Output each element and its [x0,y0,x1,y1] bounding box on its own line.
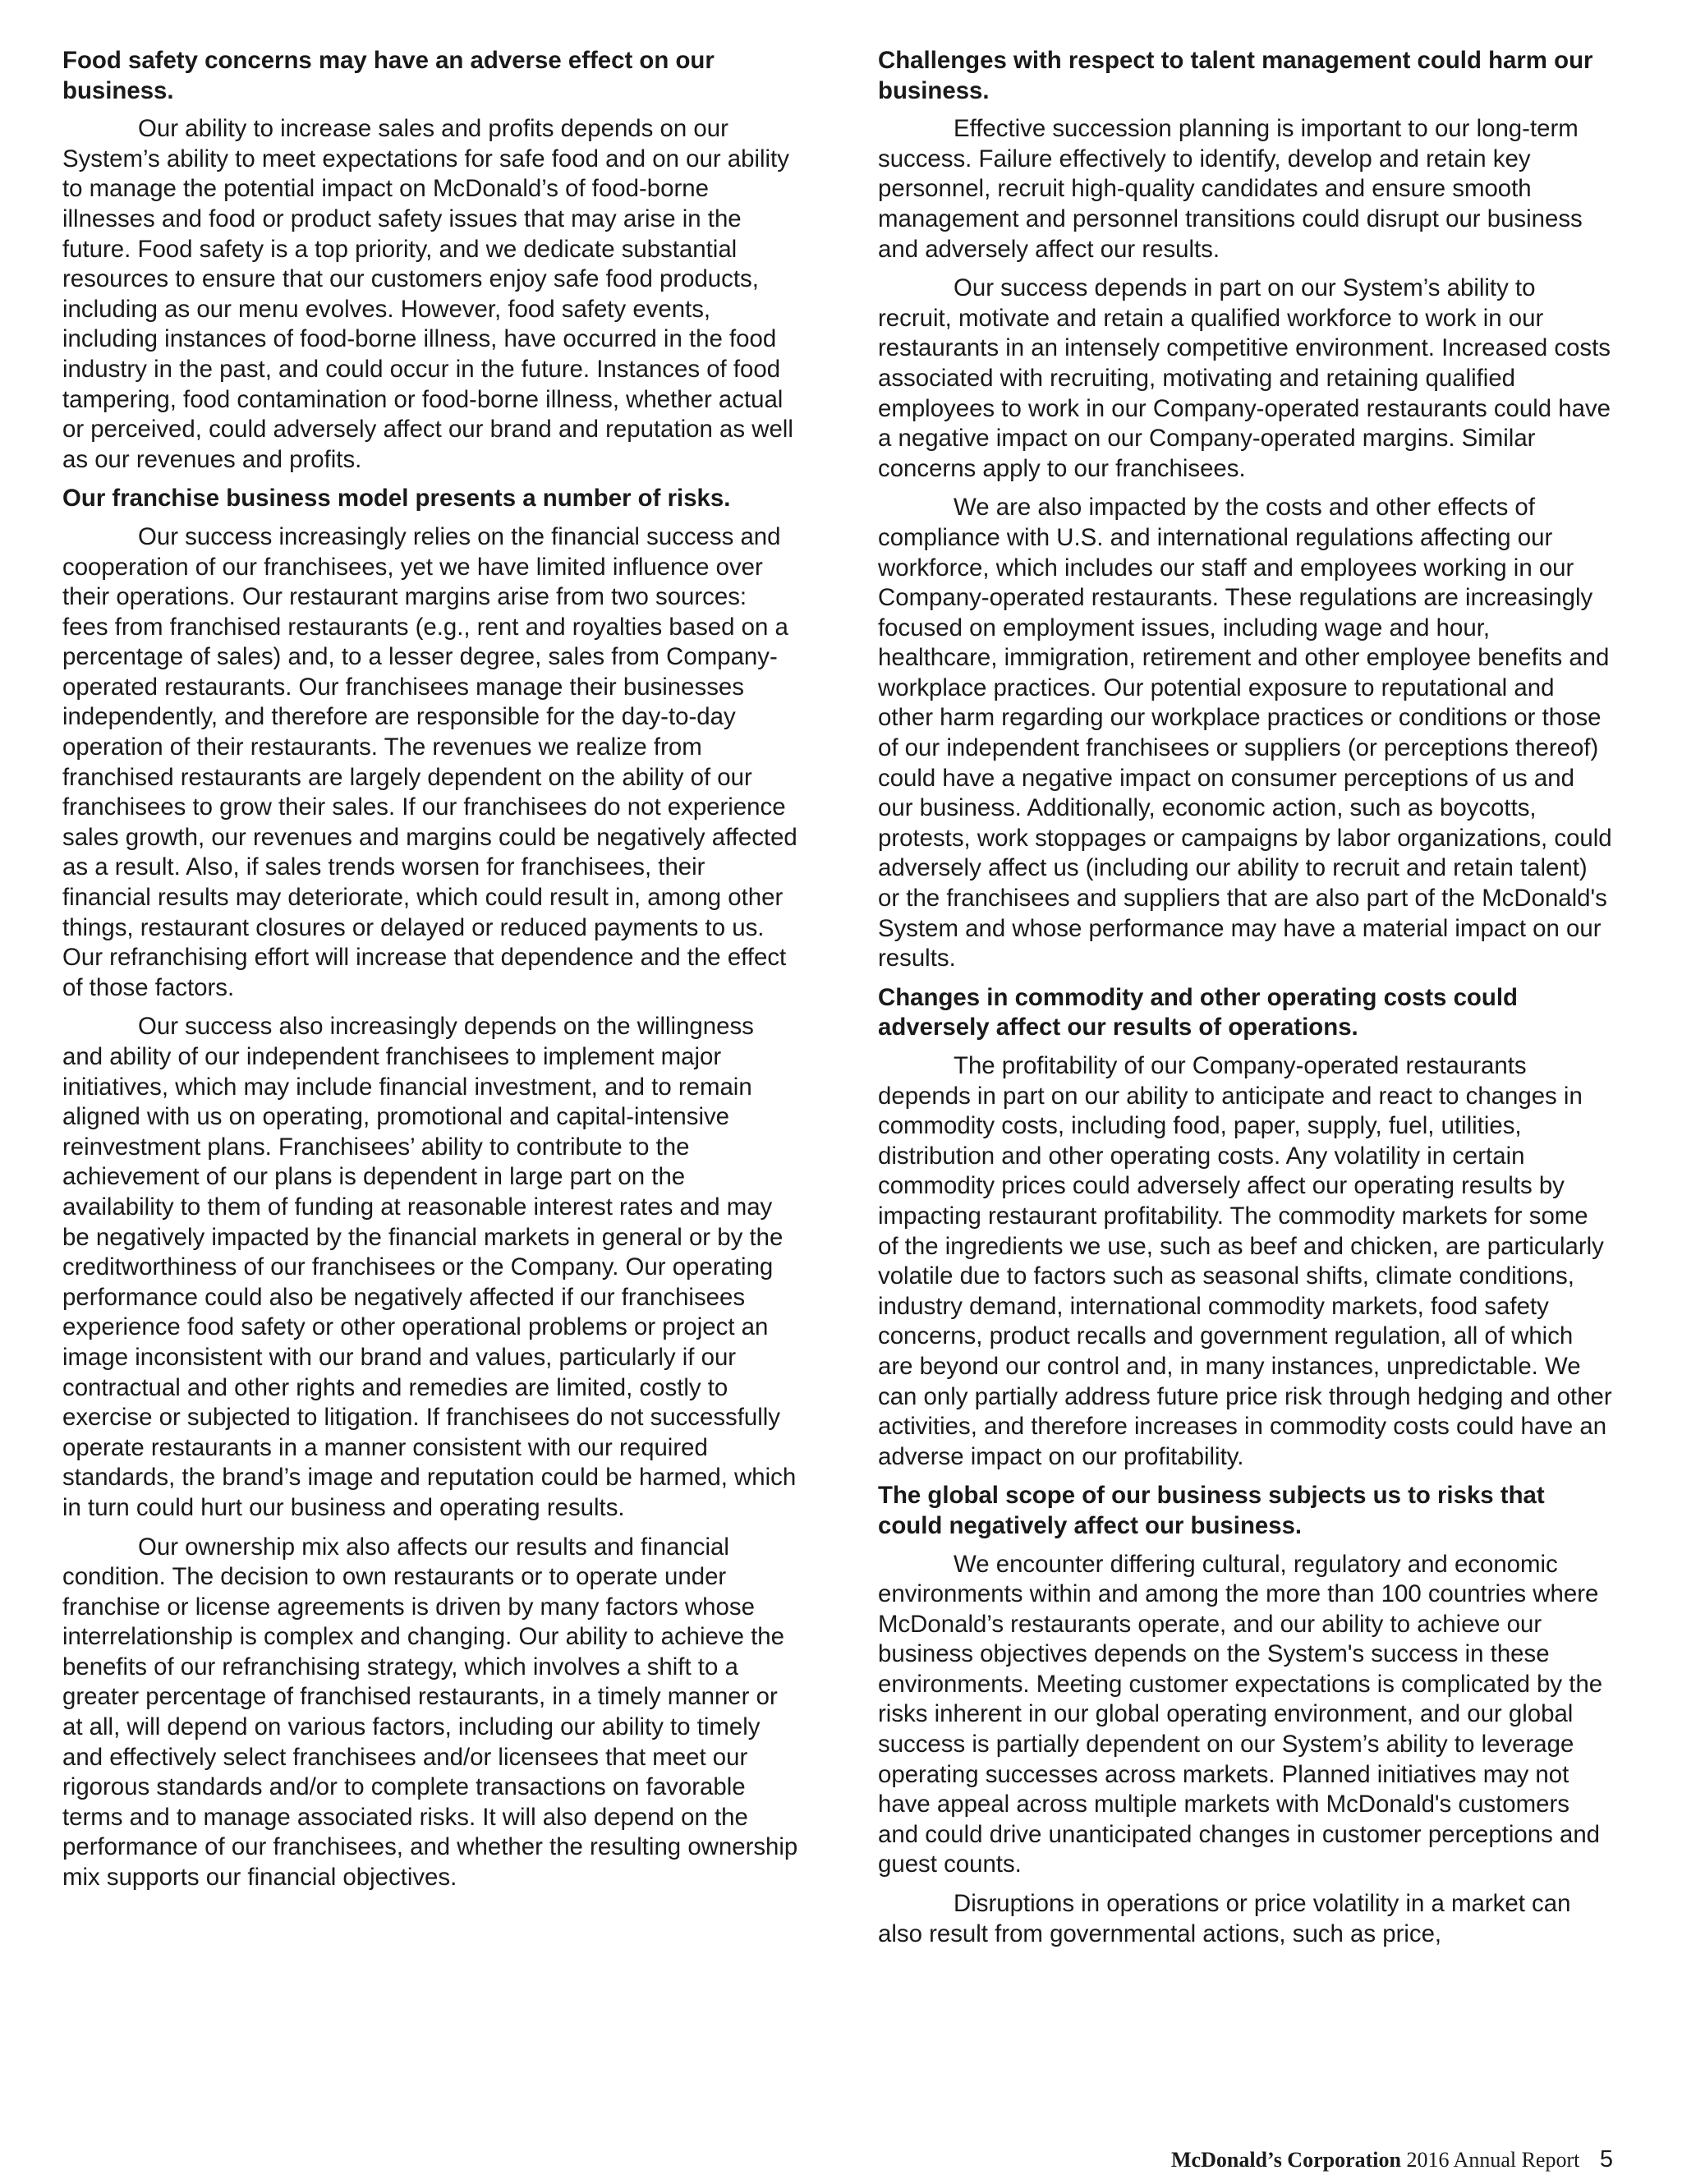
paragraph: We are also impacted by the costs and other effects of compliance with U.S. and international regulations affecting our workforce, which includes our staff and employees working in our Company-operated restaurants. These regulations are increasingly focused on employment issues, including wage and hour, healthcare, immigration, retirement and other employee benefits and workplace practices. Our potential exposure to reputational and other harm regarding our workplace practices or conditions or those of our independent franchisees or suppliers (or perceptions thereof) could have a negative impact on consumer perceptions of us and our business. Additionally, economic action, such as boycotts, protests, work stoppages or campaigns by labor organizations, could adversely affect us (including our ability to recruit and retain talent) or the franchisees and suppliers that are also part of the McDonald's System and whose performance may have a material impact on our results. [878,494,1612,972]
section-heading: Food safety concerns may have an adverse effect on our business. [62,47,715,104]
paragraph: Our ownership mix also affects our results and financial condition. The decision to own restaurants or to operate under franchise or license agreements is driven by many factors whose interrelationship is complex and changing. Our ability to achieve the benefits of our refranchising strategy, which involves a shift to a greater percentage of franchised restaurants, in a timely manner or at all, will depend on various factors, including our ability to timely and effectively select franchisees and/or licensees that meet our rigorous standards and/or to complete transactions on favorable terms and to manage associated risks. It will also depend on the performance of our franchisees, and whether the resulting ownership mix supports our financial objectives. [62,1533,798,1892]
paragraph: Our ability to increase sales and profits depends on our System’s ability to meet expectations for safe food and on our ability to manage the potential impact on McDonald’s of food-borne illnesses and food or product safety issues that may arise in the future. Food safety is a top priority, and we dedicate substantial resources to ensure that our customers enjoy safe food products, including as our menu evolves. However, food safety events, including instances of food-borne illness, have occurred in the food industry in the past, and could occur in the future. Instances of food tampering, food contamination or food-borne illness, whether actual or perceived, could adversely affect our brand and reputation as well as our revenues and profits. [62,115,793,473]
left-column [62,46,798,1902]
paragraph: Our success also increasingly depends on the willingness and ability of our independent franchisees to implement major initiatives, which may include financial investment, and to remain aligned with us on operating, promotional and capital-intensive reinvestment plans. Franchisees’ ability to contribute to the achievement of our plans is dependent in large part on the availability to them of funding at reasonable interest rates and may be negatively impacted by the financial markets in general or by the creditworthiness of our franchisees or the Company. Our operating performance could also be negatively affected if our franchisees experience food safety or other operational problems or project an image inconsistent with our brand and values, particularly if our contractual and other rights and remedies are limited, costly to exercise or subjected to litigation. If franchisees do not successfully operate restaurants in a manner consistent with our required standards, the brand’s image and reputation could be harmed, which in turn could hurt our business and operating results. [62,1013,797,1521]
section-heading: Our franchise business model presents a number of risks. [62,485,731,513]
page-number: 5 [1599,2146,1613,2173]
paragraph: Our success depends in part on our System’s ability to recruit, motivate and retain a qualified workforce to work in our restaurants in an intensely competitive environment. Increased costs associated with recruiting, motivating and retaining qualified employees to work in our Company-operated restaurants could have a negative impact on our Company-operated margins. Similar concerns apply to our franchisees. [878,274,1611,482]
section-heading: The global scope of our business subjects us to risks that could negatively affect our business. [878,1482,1545,1539]
section-heading: Challenges with respect to talent management could harm our business. [878,47,1593,104]
footer-company: McDonald’s Corporation [1171,2148,1401,2172]
paragraph: Our success increasingly relies on the financial success and cooperation of our franchisees, yet we have limited influence over their operations. Our restaurant margins arise from two sources: fees from franchised restaurants (e.g., rent and royalties based on a percentage of sales) and, to a lesser degree, sales from Company-operated restaurants. Our franchisees manage their businesses independently, and therefore are responsible for the day-to-day operation of their restaurants. The revenues we realize from franchised restaurants are largely dependent on the ability of our franchisees to grow their sales. If our franchisees do not experience sales growth, our revenues and margins could be negatively affected as a result. Also, if sales trends worsen for franchisees, their financial results may deteriorate, which could result in, among other things, restaurant closures or delayed or reduced payments to us. Our refranchising effort will increase that dependence and the effect of those factors. [62,522,797,1001]
paragraph: Disruptions in operations or price volatility in a market can also result from governmental actions, such as price, [878,1890,1571,1947]
paragraph: We encounter differing cultural, regulatory and economic environments within and among the more than 100 countries where McDonald’s restaurants operate, and our ability to achieve our business objectives depends on the System's success in these environments. Meeting customer expectations is complicated by the risks inherent in our global operating environment, and our global success is partially dependent on our System’s ability to leverage operating successes across markets. Planned initiatives may not have appeal across multiple markets with McDonald's customers and could drive unanticipated changes in customer perceptions and guest counts. [878,1550,1603,1878]
footer-report: 2016 Annual Report [1406,2148,1580,2172]
page-footer [1171,2146,1613,2173]
paragraph: Effective succession planning is important to our long-term success. Failure effectively to identify, develop and retain key personnel, recruit high-quality candidates and ensure smooth management and personnel transitions could disrupt our business and adversely affect our results. [878,115,1583,263]
section-heading: Changes in commodity and other operating costs could adversely affect our results of operations. [878,983,1518,1041]
right-column [878,46,1614,1958]
paragraph: The profitability of our Company-operated restaurants depends in part on our ability to anticipate and react to changes in commodity costs, including food, paper, supply, fuel, utilities, distribution and other operating costs. Any volatility in certain commodity prices could adversely affect our operating results by impacting restaurant profitability. The commodity markets for some of the ingredients we use, such as beef and chicken, are particularly volatile due to factors such as seasonal shifts, climate conditions, industry demand, international commodity markets, food safety concerns, product recalls and government regulation, all of which are beyond our control and, in many instances, unpredictable. We can only partially address future price risk through hedging and other activities, and therefore increases in commodity costs could have an adverse impact on our profitability. [878,1052,1612,1470]
